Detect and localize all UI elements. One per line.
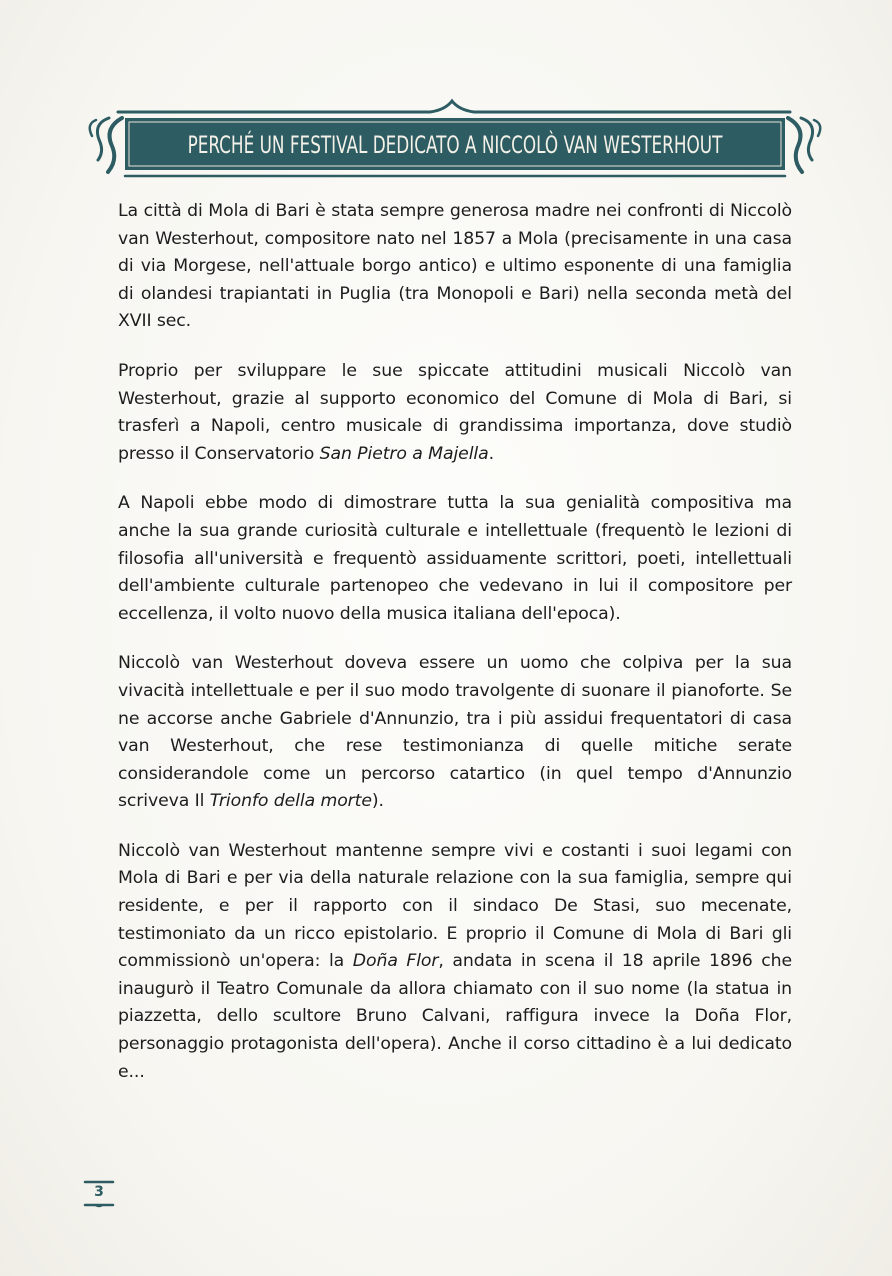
paragraph-4 <box>118 650 792 816</box>
paragraph-5-end: , andata in scena il 18 aprile 1896 che inaugurò il Teatro Comunale da allora chiamato con il suo nome (la statua in piazzetta, dello scultore Bruno Calvani, raffigura invece la Doña Flor, personaggio protagonista dell'opera). Anche il corso cittadino è a lui dedicato e... <box>118 951 793 1082</box>
paragraph-2-end: . <box>488 443 494 464</box>
title-banner <box>0 0 892 190</box>
book-title: Trionfo della morte <box>209 791 372 812</box>
paragraph-1-text: La città di Mola di Bari è stata sempre generosa madre nei confronti di Niccolò van Westerhout, compositore nato nel 1857 a Mola (precisamente in una casa di via Morgese, nell'attuale borgo antico) e ultimo esponente di una famiglia di olandesi trapiantati in Puglia (tra Monopoli e Bari) nella seconda metà del XVII sec. <box>118 201 792 332</box>
opera-title: Doña Flor <box>352 951 439 972</box>
paragraph-4-text: Niccolò van Westerhout doveva essere un uomo che colpiva per la sua vivacità intellettuale e per il suo modo travolgente di suonare il pianoforte. Se ne accorse anche Gabriele d'Annunzio, tra i più assidui frequentatori di casa van Westerhout, che rese testimonianza di quelle mitiche serate considerandole come un percorso catartico (in quel tempo d'Annunzio scriveva Il <box>118 653 792 812</box>
paragraph-2-text: Proprio per sviluppare le sue spiccate attitudini musicali Niccolò van Westerhout, grazie al supporto economico del Comune di Mola di Bari, si trasferì a Napoli, centro musicale di grandissima importanza, dove studiò presso il Conservatorio <box>118 360 792 464</box>
paragraph-5 <box>118 838 792 1086</box>
page-number: 3 <box>94 1184 104 1200</box>
paragraph-3 <box>118 490 792 628</box>
conservatory-name: San Pietro a Majella <box>319 443 489 464</box>
page-number-badge <box>83 1179 115 1209</box>
paragraph-3-text: A Napoli ebbe modo di dimostrare tutta la sua genialità compositiva ma anche la sua grande curiosità culturale e intellettuale (frequentò le lezioni di filosofia all'università e frequentò assiduamente scrittori, poeti, intellettuali dell'ambiente culturale partenopeo che vedevano in lui il compositore per eccellenza, il volto nuovo della musica italiana dell'epoca). <box>118 493 792 624</box>
page-title: PERCHÉ UN FESTIVAL DEDICATO A NICCOLÒ VAN WESTERHOUT <box>187 131 723 159</box>
paragraph-4-end: ). <box>371 791 384 812</box>
paragraph-1 <box>118 198 792 336</box>
paragraph-5-text: Niccolò van Westerhout mantenne sempre vivi e costanti i suoi legami con Mola di Bari e per via della naturale relazione con la sua famiglia, sempre qui residente, e per il rapporto con il sindaco De Stasi, suo mecenate, testimoniato da un ricco epistolario. E proprio il Comune di Mola di Bari gli commissionò un'opera: la <box>118 840 792 972</box>
article-body <box>118 198 792 1108</box>
paragraph-2 <box>118 358 792 468</box>
